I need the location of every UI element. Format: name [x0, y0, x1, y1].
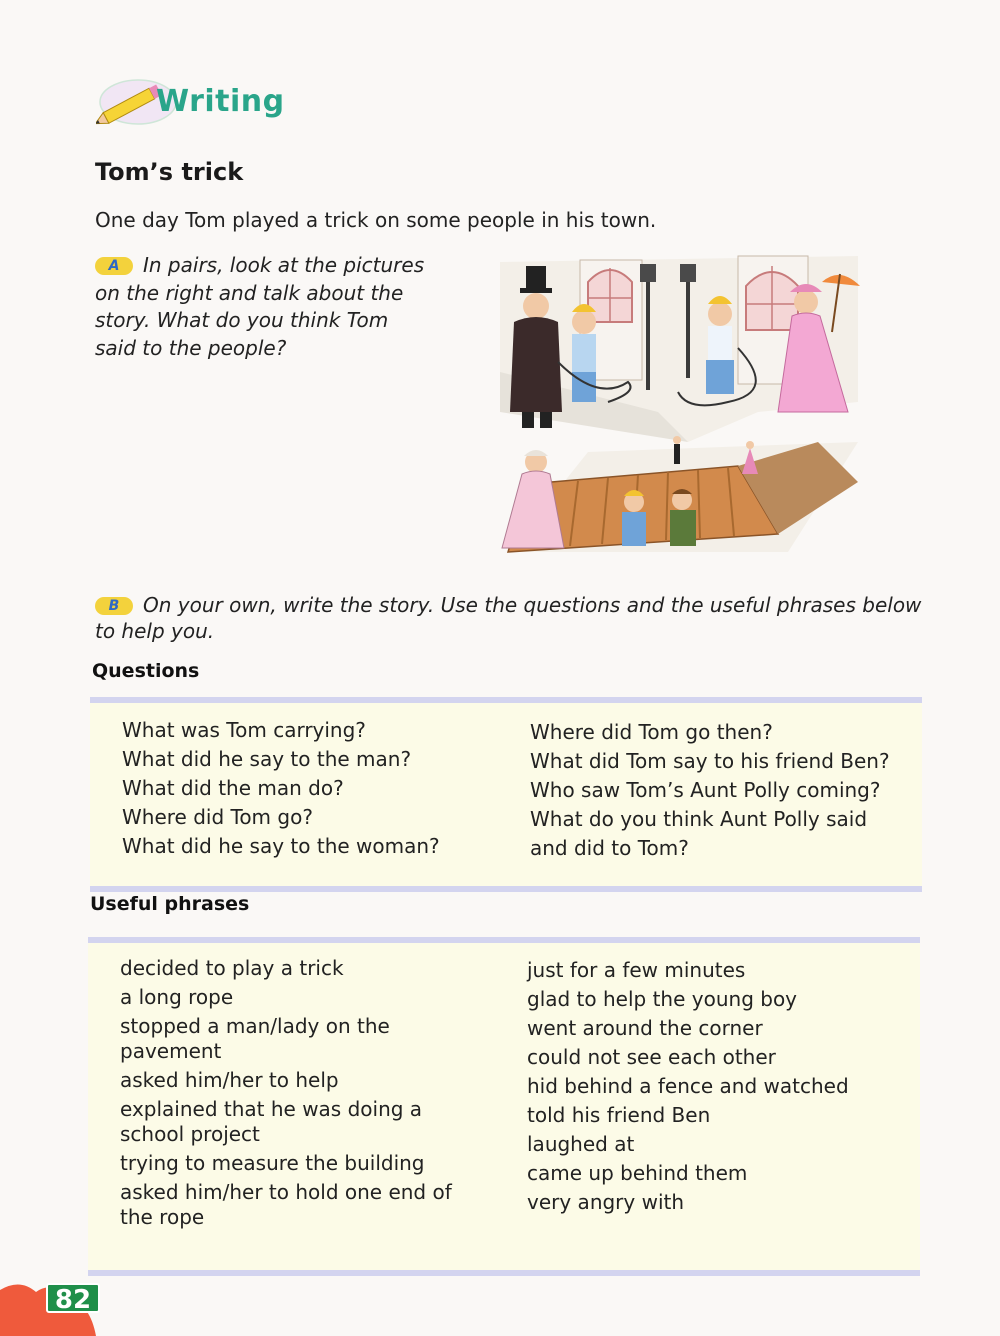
phrase-item: a long rope [120, 985, 234, 1009]
section-heading-writing: Writing [156, 84, 285, 119]
task-b-text: On your own, write the story. Use the questions and the useful phrases below to help you. [95, 593, 922, 643]
phrases-right-column [527, 956, 887, 1217]
page-title: Tom’s trick [95, 158, 244, 186]
question-item: What do you think Aunt Polly said [530, 807, 868, 831]
phrase-item: very angry with [527, 1190, 685, 1214]
phrases-left-column [120, 956, 460, 1234]
question-item: What did he say to the man? [122, 747, 412, 771]
intro-text: One day Tom played a trick on some people in his town. [95, 208, 657, 232]
questions-left-column [122, 716, 502, 861]
task-b-badge: B [95, 597, 133, 615]
phrase-item: glad to help the young boy [527, 987, 798, 1011]
question-item: What did the man do? [122, 776, 344, 800]
question-item: What was Tom carrying? [122, 718, 366, 742]
question-item: and did to Tom? [530, 836, 689, 860]
questions-heading: Questions [92, 660, 200, 682]
task-a-badge: A [95, 257, 133, 275]
story-illustration [488, 252, 868, 562]
question-item: Where did Tom go then? [530, 720, 773, 744]
phrase-item: could not see each other [527, 1045, 776, 1069]
question-item: Who saw Tom’s Aunt Polly coming? [530, 778, 881, 802]
question-item: What did Tom say to his friend Ben? [530, 749, 890, 773]
question-item: What did he say to the woman? [122, 834, 440, 858]
questions-right-column [530, 718, 910, 863]
phrase-item: stopped a man/lady on the pavement [120, 1014, 390, 1063]
phrase-item: asked him/her to hold one end of the rope [120, 1180, 452, 1229]
phrase-item: went around the corner [527, 1016, 763, 1040]
phrases-heading: Useful phrases [90, 893, 250, 915]
phrase-item: trying to measure the building [120, 1151, 425, 1175]
phrase-item: told his friend Ben [527, 1103, 711, 1127]
phrase-item: explained that he was doing a school project [120, 1097, 423, 1146]
task-b [95, 592, 935, 644]
task-a [95, 252, 435, 362]
phrase-item: hid behind a fence and watched [527, 1074, 849, 1098]
question-item: Where did Tom go? [122, 805, 313, 829]
phrase-item: decided to play a trick [120, 956, 344, 980]
phrase-item: came up behind them [527, 1161, 748, 1185]
page-number: 82 [46, 1283, 100, 1313]
phrase-item: just for a few minutes [527, 958, 746, 982]
phrase-item: laughed at [527, 1132, 635, 1156]
task-a-text: In pairs, look at the pictures on the right and talk about the story. What do you think Tom said to the people? [95, 253, 425, 360]
phrase-item: asked him/her to help [120, 1068, 339, 1092]
